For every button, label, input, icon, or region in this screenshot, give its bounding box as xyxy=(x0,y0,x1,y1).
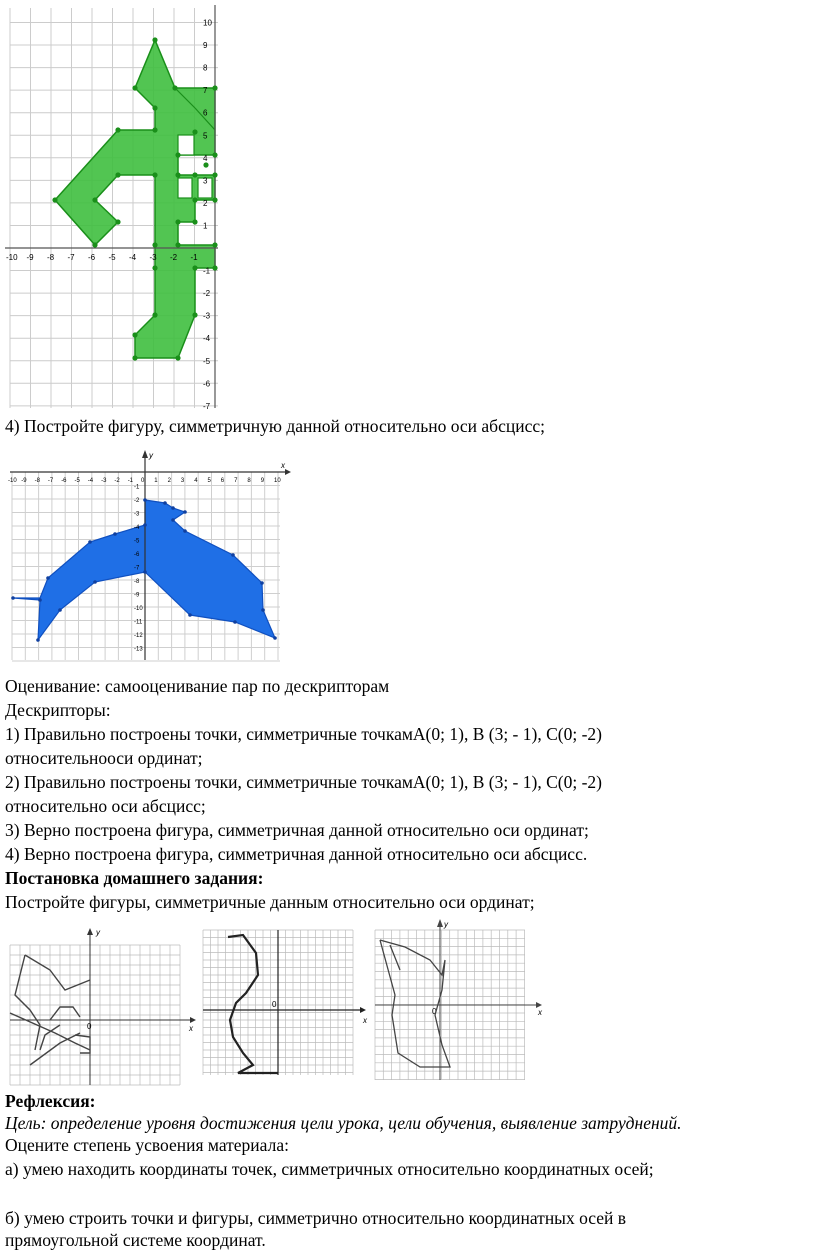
descriptors-label: Дескрипторы: xyxy=(5,700,111,720)
descriptor-1-line-2: относительнооси ординат; xyxy=(5,748,203,768)
green-figure-point xyxy=(192,219,197,224)
green-figure-point xyxy=(212,172,217,177)
green-figure-point xyxy=(175,219,180,224)
blue-figure-point xyxy=(38,598,42,602)
graph-green-y-tick: -4 xyxy=(203,334,211,344)
green-figure-point xyxy=(203,162,208,167)
graph-green-x-tick: -1 xyxy=(190,253,198,262)
green-figure-point xyxy=(132,355,137,360)
graph-blue-x-tick: -3 xyxy=(101,478,107,484)
blue-figure-point xyxy=(163,501,167,505)
green-figure-point xyxy=(175,172,180,177)
graph-green-x-tick: -8 xyxy=(47,253,55,262)
homework-figure-1-origin: 0 xyxy=(87,1022,92,1031)
descriptor-3: 3) Верно построена фигура, симметричная данной относительно оси ординат; xyxy=(5,820,589,840)
descriptor-2-line-1: 2) Правильно построены точки, симметричные точкамА(0; 1), В (3; - 1), С(0; -2) xyxy=(5,772,602,792)
graph-green-x-tick: -7 xyxy=(67,253,75,262)
graph-blue-x-tick: 5 xyxy=(207,478,211,484)
green-figure-point xyxy=(192,197,197,202)
blue-figure-point xyxy=(58,608,62,612)
graph-blue-y-tick: -13 xyxy=(134,646,143,653)
graph-green-figure xyxy=(0,0,240,410)
green-figure-point xyxy=(192,129,197,134)
homework-figure-1-y-label: y xyxy=(96,928,100,937)
graph-green-x-tick: -6 xyxy=(88,253,96,262)
graph-blue-x-tick: -7 xyxy=(47,478,54,484)
blue-figure-point xyxy=(143,498,147,502)
graph-green-y-tick: 10 xyxy=(203,18,212,28)
graph-blue-x-tick: 10 xyxy=(274,478,281,484)
green-figure-point xyxy=(212,265,217,270)
graph-green-y-tick: 2 xyxy=(203,198,208,208)
blue-figure-point xyxy=(188,613,192,617)
graph-blue-x-tick: 9 xyxy=(260,478,265,484)
reflection-goal-label: Цель xyxy=(5,1113,41,1133)
blue-figure-point xyxy=(143,523,147,527)
reflection-goal xyxy=(5,1112,682,1134)
homework-title: Постановка домашнего задания: xyxy=(5,868,264,888)
graph-blue-y-tick: -6 xyxy=(134,552,140,558)
graph-green-x-tick: -3 xyxy=(149,253,157,262)
graph-blue-figure xyxy=(5,450,295,665)
graph-blue-x-tick: 3 xyxy=(180,478,185,484)
green-figure-point xyxy=(52,197,57,202)
graph-blue-y-tick: -2 xyxy=(134,498,140,504)
graph-blue-x-tick: 8 xyxy=(247,478,251,484)
assessment-title: Оценивание: самооценивание пар по дескрипторам xyxy=(5,676,390,696)
blue-figure-point xyxy=(88,540,92,544)
green-figure-point xyxy=(152,172,157,177)
graph-blue-y-tick: -11 xyxy=(134,619,143,626)
green-figure-point xyxy=(152,265,157,270)
blue-figure-point xyxy=(36,638,40,642)
green-figure-point xyxy=(172,85,177,90)
graph-blue-x-tick: -1 xyxy=(127,478,134,484)
blue-figure-point xyxy=(171,518,175,522)
green-figure-point xyxy=(152,37,157,42)
green-figure-point xyxy=(192,172,197,177)
blue-figure-point xyxy=(93,580,97,584)
green-figure-point xyxy=(115,219,120,224)
graph-blue-y-axis-label: y xyxy=(149,451,153,460)
graph-blue-y-tick: -12 xyxy=(134,633,143,639)
graph-green-y-tick: 3 xyxy=(203,176,208,186)
graph-green-y-tick: 8 xyxy=(203,63,208,73)
green-figure-point xyxy=(92,242,97,247)
reflection-title: Рефлексия: xyxy=(5,1091,96,1111)
graph-blue-x-tick: 2 xyxy=(167,478,171,484)
homework-task: Постройте фигуры, симметричные данным относительно оси ординат; xyxy=(5,892,535,912)
green-figure-point xyxy=(92,197,97,202)
graph-green-y-tick: 7 xyxy=(203,86,208,96)
green-figure-point xyxy=(115,127,120,132)
blue-figure-point xyxy=(273,636,277,640)
homework-figure-3-origin: 0 xyxy=(432,1007,437,1016)
graph-blue-x-axis-label: x xyxy=(281,461,285,470)
reflection-item-b-line-2: прямоугольной системе координат. xyxy=(5,1230,266,1250)
green-figure-point xyxy=(152,312,157,317)
graph-blue-y-tick: -8 xyxy=(134,579,140,585)
green-figure-point xyxy=(152,127,157,132)
graph-green-x-tick: -9 xyxy=(26,253,34,262)
blue-figure-point xyxy=(231,553,235,557)
descriptor-4: 4) Верно построена фигура, симметричная данной относительно оси абсцисс. xyxy=(5,844,588,864)
graph-green-y-tick: 6 xyxy=(203,108,208,118)
graph-blue-x-tick: 0 xyxy=(141,478,145,484)
graph-blue-y-tick: -10 xyxy=(134,606,143,612)
graph-blue-y-tick: -9 xyxy=(134,592,140,599)
graph-green-y-tick: -7 xyxy=(203,401,211,410)
task-4-text: 4) Постройте фигуру, симметричную данной относительно оси абсцисс; xyxy=(5,416,545,436)
graph-blue-x-tick: 6 xyxy=(220,478,225,484)
reflection-item-b-line-1: б) умею строить точки и фигуры, симметрично относительно координатных осей в xyxy=(5,1208,627,1228)
graph-green-y-tick: -5 xyxy=(203,356,211,366)
graph-blue-x-tick: 4 xyxy=(194,478,198,484)
graph-blue-y-tick: -7 xyxy=(134,565,140,572)
graph-green-x-tick: -4 xyxy=(129,253,137,262)
blue-figure-point xyxy=(261,608,265,612)
graph-blue-x-tick: -4 xyxy=(87,478,94,484)
blue-figure-point xyxy=(183,529,187,533)
green-figure-point xyxy=(115,172,120,177)
homework-figure-1 xyxy=(5,925,200,1087)
homework-figure-2-x-label: x xyxy=(363,1016,367,1025)
graph-green-y-tick: -1 xyxy=(203,266,211,276)
graph-blue-x-tick: -9 xyxy=(21,478,27,484)
green-figure-point xyxy=(132,85,137,90)
blue-figure-point xyxy=(11,596,15,600)
homework-figure-3-x-label: x xyxy=(538,1008,542,1017)
graph-blue-x-tick: -5 xyxy=(74,478,80,484)
graph-blue-y-tick: -4 xyxy=(134,525,140,531)
green-figure-point xyxy=(175,152,180,157)
green-figure-point xyxy=(152,105,157,110)
blue-figure-point xyxy=(46,576,50,580)
graph-green-y-tick: 5 xyxy=(203,131,208,141)
green-figure-point xyxy=(212,197,217,202)
green-figure-point xyxy=(212,152,217,157)
green-figure-point xyxy=(175,355,180,360)
graph-green-y-tick: -3 xyxy=(203,311,211,321)
graph-green-x-tick: -5 xyxy=(108,253,116,262)
graph-green-y-tick: -6 xyxy=(203,379,211,389)
green-figure-point xyxy=(192,265,197,270)
graph-green-y-tick: 4 xyxy=(203,153,208,163)
graph-blue-x-tick: -2 xyxy=(114,478,120,484)
graph-blue-x-tick: 1 xyxy=(154,478,158,484)
blue-figure-point xyxy=(260,581,264,585)
blue-figure-point xyxy=(143,570,147,574)
blue-figure-point xyxy=(183,510,187,514)
graph-blue-y-tick: -3 xyxy=(134,511,140,518)
descriptor-2-line-2: относительно оси абсцисс; xyxy=(5,796,206,816)
reflection-goal-text: : определение уровня достижения цели урока, цели обучения, выявление затруднений. xyxy=(40,1113,682,1133)
graph-blue-x-tick: 7 xyxy=(234,478,238,484)
blue-figure-point xyxy=(113,532,117,536)
reflection-item-a: а) умею находить координаты точек, симметричных относительно координатных осей; xyxy=(5,1159,654,1179)
graph-green-x-tick: -2 xyxy=(170,253,178,262)
graph-green-y-tick: 9 xyxy=(203,41,208,51)
green-figure-point xyxy=(152,242,157,247)
homework-figure-3-y-label: y xyxy=(444,920,448,929)
green-figure-point xyxy=(212,242,217,247)
graph-green-y-tick: -2 xyxy=(203,289,211,299)
graph-blue-x-tick: -8 xyxy=(34,478,40,484)
homework-figure-1-x-label: x xyxy=(189,1024,193,1033)
green-figure-point xyxy=(192,312,197,317)
graph-blue-y-tick: -5 xyxy=(134,538,140,545)
blue-figure-point xyxy=(171,506,175,510)
graph-green-x-tick: -10 xyxy=(6,253,18,262)
graph-blue-x-tick: -6 xyxy=(61,478,67,484)
reflection-rate: Оцените степень усвоения материала: xyxy=(5,1135,289,1155)
homework-figure-1-grid xyxy=(10,945,180,1085)
green-figure-point xyxy=(212,85,217,90)
descriptor-1-line-1: 1) Правильно построены точки, симметричные точкамА(0; 1), В (3; - 1), С(0; -2) xyxy=(5,724,602,744)
green-figure-point xyxy=(132,332,137,337)
homework-figure-2-origin: 0 xyxy=(272,1000,277,1009)
blue-figure-point xyxy=(233,620,237,624)
homework-figure-3 xyxy=(370,915,550,1085)
green-figure-point xyxy=(175,242,180,247)
graph-blue-x-tick: -10 xyxy=(8,478,17,484)
graph-green-y-tick: 1 xyxy=(203,221,208,231)
graph-blue-y-tick: -1 xyxy=(134,484,140,491)
homework-figure-2 xyxy=(198,925,368,1080)
